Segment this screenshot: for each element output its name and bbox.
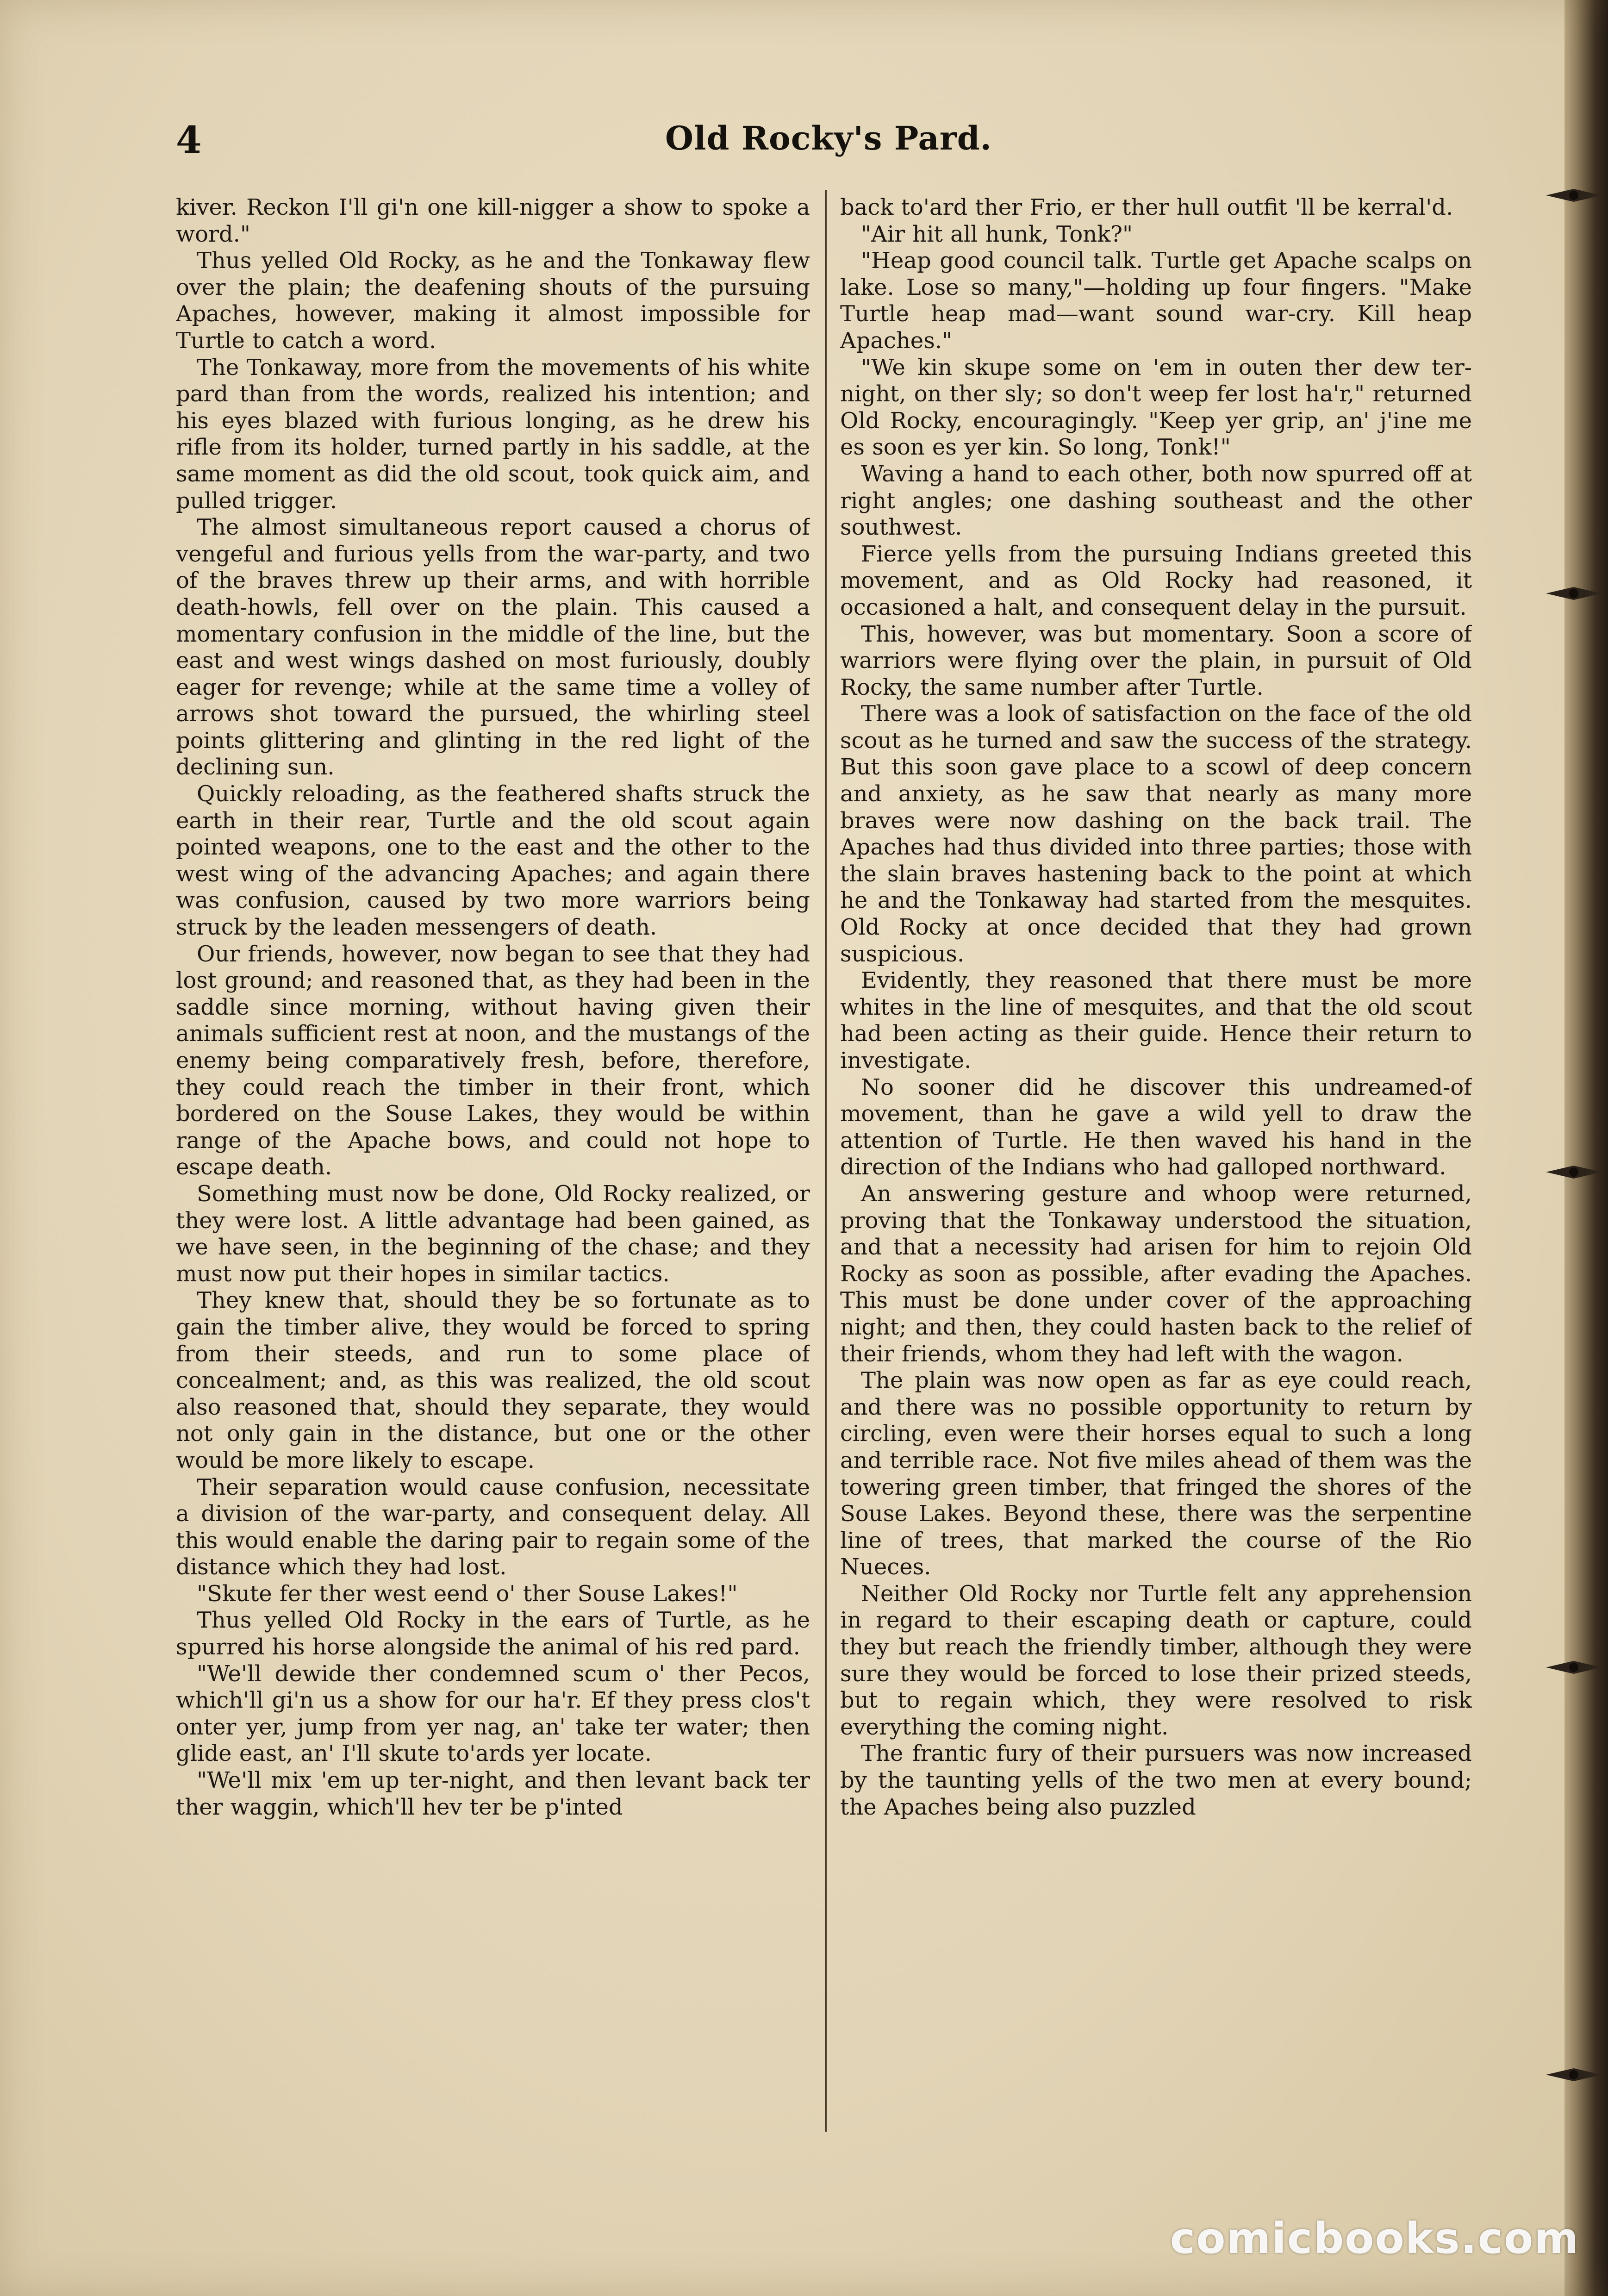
paragraph: The frantic fury of their pursuers was now increased by the taunting yells of the two men at every bound; the Apaches being also puzzled bbox=[840, 1741, 1472, 1820]
paragraph: The almost simultaneous report caused a chorus of vengeful and furious yells from the war-party, and two of the braves threw up their arms, and with horrible death-howls, fell over on the plain. This caused a momentary confusion in the middle of the line, but the east and west wings dashed on most furiously, doubly eager for revenge; while at the same time a volley of arrows shot toward the pursued, the whirling steel points glittering and glinting in the red light of the declining sun. bbox=[176, 514, 810, 780]
paragraph: There was a look of satisfaction on the face of the old scout as he turned and saw the success of the strategy. But this soon gave place to a scowl of deep concern and anxiety, as he saw that nearly as many more braves were now dashing on the back trail. The Apaches had thus divided into three parties; those with the slain braves hastening back to the point at which he and the Tonkaway had started from the mesquites. Old Rocky at once decided that they had grown suspicious. bbox=[840, 701, 1472, 967]
paragraph: Thus yelled Old Rocky in the ears of Turtle, as he spurred his horse alongside the animal of his red pard. bbox=[176, 1607, 810, 1660]
binding-stitch-icon bbox=[1546, 185, 1602, 206]
paragraph: "We kin skupe some on 'em in outen ther dew ter-night, on ther sly; so don't weep fer lost ha'r," returned Old Rocky, encouragingly. "Keep yer grip, an' j'ine me es soon es yer kin. So long, Tonk!" bbox=[840, 354, 1472, 461]
binding-stitch-icon bbox=[1546, 1657, 1602, 1678]
paragraph: back to'ard ther Frio, er ther hull outfit 'll be kerral'd. bbox=[840, 194, 1453, 220]
page-number: 4 bbox=[176, 118, 202, 162]
paragraph: kiver. Reckon I'll gi'n one kill-nigger a show to spoke a word." bbox=[176, 194, 810, 247]
paragraph: "We'll mix 'em up ter-night, and then levant back ter ther waggin, which'll hev ter be p'inted bbox=[176, 1767, 810, 1820]
paragraph: Their separation would cause confusion, necessitate a division of the war-party, and consequent delay. All this would enable the daring pair to regain some of the distance which they had lost. bbox=[176, 1474, 810, 1580]
paragraph: Fierce yells from the pursuing Indians greeted this movement, and as Old Rocky had reasoned, it occasioned a halt, and consequent delay in the pursuit. bbox=[840, 541, 1472, 620]
paragraph: "Skute fer ther west eend o' ther Souse Lakes!" bbox=[197, 1580, 738, 1607]
paragraph: Our friends, however, now began to see that they had lost ground; and reasoned that, as they had been in the saddle since morning, without having given their animals sufficient rest at noon, and the mustangs of the enemy being comparatively fresh, before, therefore, they could reach the timber in their front, which bordered on the Souse Lakes, they would be within range of the Apache bows, and could not hope to escape death. bbox=[176, 941, 810, 1180]
binding-stitch-icon bbox=[1546, 2065, 1602, 2085]
paragraph: They knew that, should they be so fortunate as to gain the timber alive, they would be forced to spring from their steeds, and run to some place of concealment; and, as this was realized, the old scout also reasoned that, should they separate, they would not only gain in the distance, but one or the other would be more likely to escape. bbox=[176, 1287, 810, 1473]
watermark: comicbooks.com bbox=[1170, 2213, 1580, 2263]
paragraph: "Heap good council talk. Turtle get Apache scalps on lake. Lose so many,"—holding up four fingers. "Make Turtle heap mad—want sound war-cry. Kill heap Apaches." bbox=[840, 248, 1472, 354]
paragraph: "Air hit all hunk, Tonk?" bbox=[861, 221, 1133, 247]
right-text-column bbox=[840, 194, 1472, 2129]
paragraph: The Tonkaway, more from the movements of his white pard than from the words, realized his intention; and his eyes blazed with furious longing, as he drew his rifle from its holder, turned partly in his saddle, at the same moment as did the old scout, took quick aim, and pulled trigger. bbox=[176, 354, 810, 514]
paragraph: "We'll dewide ther condemned scum o' ther Pecos, which'll gi'n us a show for our ha'r. Ef they press clos't onter yer, jump from yer nag, an' take ter water; then glide east, an' I'll skute to'ards yer locate. bbox=[176, 1660, 810, 1767]
paragraph: Quickly reloading, as the feathered shafts struck the earth in their rear, Turtle and the old scout again pointed weapons, one to the east and the other to the west wing of the advancing Apaches; and again there was confusion, caused by two more warriors being struck by the leaden messengers of death. bbox=[176, 781, 810, 941]
binding-spine bbox=[1564, 0, 1608, 2296]
page-header bbox=[176, 118, 1481, 169]
paragraph: Waving a hand to each other, both now spurred off at right angles; one dashing southeast and the other southwest. bbox=[840, 461, 1472, 541]
paragraph: Something must now be done, Old Rocky realized, or they were lost. A little advantage had been gained, as we have seen, in the beginning of the chase; and they must now put their hopes in similar tactics. bbox=[176, 1180, 810, 1287]
running-title: Old Rocky's Pard. bbox=[665, 119, 992, 157]
paragraph: Thus yelled Old Rocky, as he and the Tonkaway flew over the plain; the deafening shouts of the pursuing Apaches, however, making it almost impossible for Turtle to catch a word. bbox=[176, 248, 810, 354]
paragraph: An answering gesture and whoop were returned, proving that the Tonkaway understood the situation, and that a necessity had arisen for him to rejoin Old Rocky as soon as possible, after evading the Apaches. This must be done under cover of the approaching night; and then, they could hasten back to the relief of their friends, whom they had left with the wagon. bbox=[840, 1180, 1472, 1367]
binding-stitch-icon bbox=[1546, 583, 1602, 604]
paragraph: No sooner did he discover this undreamed-of movement, than he gave a wild yell to draw the attention of Turtle. He then waved his hand in the direction of the Indians who had galloped northward. bbox=[840, 1074, 1472, 1180]
paragraph: Neither Old Rocky nor Turtle felt any apprehension in regard to their escaping death or capture, could they but reach the friendly timber, although they were sure they would be forced to lose their prized steeds, but to regain which, they were resolved to risk everything the coming night. bbox=[840, 1580, 1472, 1740]
column-divider bbox=[825, 190, 827, 2132]
paragraph: The plain was now open as far as eye could reach, and there was no possible opportunity to return by circling, even were their horses equal to such a long and terrible race. Not five miles ahead of them was the towering green timber, that fringed the shores of the Souse Lakes. Beyond these, there was the serpentine line of trees, that marked the course of the Rio Nueces. bbox=[840, 1367, 1472, 1580]
paragraph: This, however, was but momentary. Soon a score of warriors were flying over the plain, in pursuit of Old Rocky, the same number after Turtle. bbox=[840, 621, 1472, 700]
paragraph: Evidently, they reasoned that there must be more whites in the line of mesquites, and that the old scout had been acting as their guide. Hence their return to investigate. bbox=[840, 967, 1472, 1073]
left-text-column bbox=[176, 194, 810, 2129]
binding-stitch-icon bbox=[1546, 1162, 1602, 1182]
